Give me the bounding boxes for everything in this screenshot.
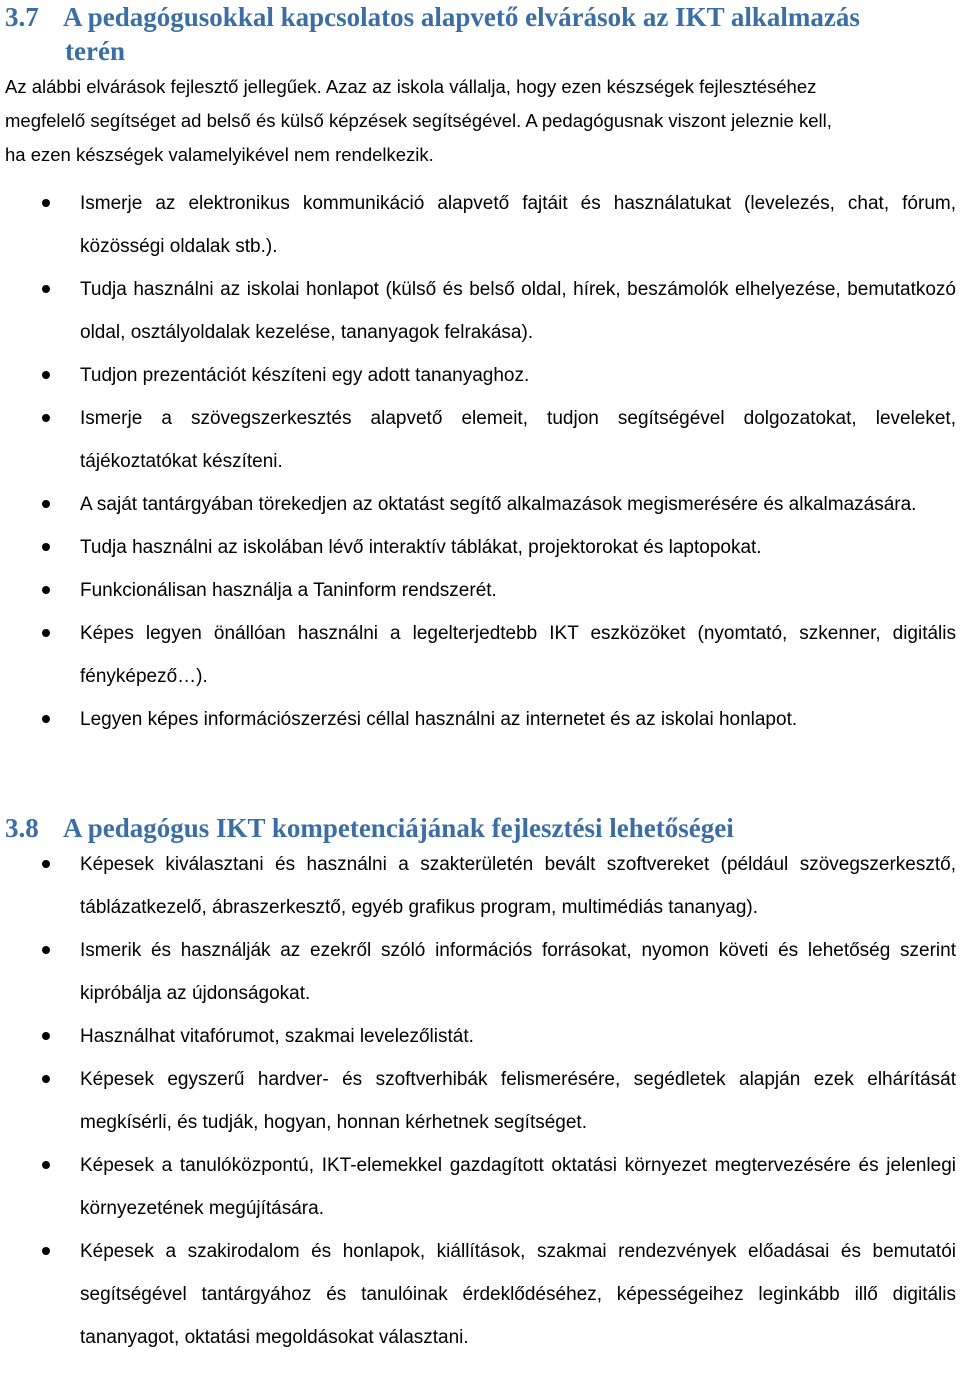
bullet-icon [42, 715, 50, 723]
intro-paragraph [5, 70, 950, 172]
intro-line: ha ezen készségek valamelyikével nem rendelkezik. [5, 144, 434, 165]
bullet-icon [42, 1161, 50, 1169]
list-item [0, 483, 960, 526]
bullet-icon [42, 629, 50, 637]
bullet-icon [42, 1247, 50, 1255]
bullet-icon [42, 946, 50, 954]
bullet-icon [42, 1032, 50, 1040]
list-item-text: Funkcionálisan használja a Taninform rendszerét. [80, 580, 497, 601]
list-item-text: Tudja használni az iskolai honlapot (külső és belső oldal, hírek, beszámolók elhelyezése, bemutatkozó oldal, osztályoldalak kezelése, tananyagok felrakása). [80, 279, 956, 343]
bullet-icon [42, 586, 50, 594]
list-item-text: A saját tantárgyában törekedjen az oktatást segítő alkalmazások megismerésére és alkalmazására. [80, 494, 917, 515]
section-number: 3.7 [5, 2, 39, 32]
list-item [0, 569, 960, 612]
development-list [0, 843, 960, 1359]
list-item-text: Legyen képes információszerzési céllal használni az internetet és az iskolai honlapot. [80, 709, 798, 730]
list-item-text: Képesek egyszerű hardver- és szoftverhibák felismerésére, segédletek alapján ezek elhárítását megkísérli, és tudják, hogyan, honnan kérhetnek segítséget. [80, 1069, 956, 1133]
bullet-icon [42, 543, 50, 551]
list-item [0, 612, 960, 698]
section-title: A pedagógus IKT kompetenciájának fejlesztési lehetőségei [63, 813, 734, 843]
section-title-line-1: A pedagógusokkal kapcsolatos alapvető elvárások az IKT alkalmazás [63, 2, 860, 32]
list-item-text: Ismerje az elektronikus kommunikáció alapvető fajtáit és használatukat (levelezés, chat, fórum, közösségi oldalak stb.). [80, 193, 956, 257]
section-heading-3-8 [5, 811, 945, 845]
list-item [0, 929, 960, 1015]
list-item [0, 698, 960, 741]
list-item [0, 354, 960, 397]
intro-line: megfelelő segítséget ad belső és külső képzések segítségével. A pedagógusnak viszont jeleznie kell, [5, 110, 832, 131]
bullet-icon [42, 199, 50, 207]
list-item-text: Tudja használni az iskolában lévő interaktív táblákat, projektorokat és laptopokat. [80, 537, 762, 558]
list-item [0, 397, 960, 483]
list-item-text: Ismerik és használják az ezekről szóló információs forrásokat, nyomon követi és lehetőség szerint kipróbálja az újdonságokat. [80, 940, 956, 1004]
list-item [0, 268, 960, 354]
intro-line: Az alábbi elvárások fejlesztő jellegűek. Azaz az iskola vállalja, hogy ezen készségek fejlesztéséhez [5, 76, 817, 97]
list-item [0, 843, 960, 929]
list-item-text: Tudjon prezentációt készíteni egy adott tananyaghoz. [80, 365, 530, 386]
bullet-icon [42, 285, 50, 293]
list-item [0, 182, 960, 268]
bullet-icon [42, 1075, 50, 1083]
section-title-line-2: terén [65, 36, 125, 66]
list-item [0, 1230, 960, 1359]
bullet-icon [42, 371, 50, 379]
list-item-text: Ismerje a szövegszerkesztés alapvető elemeit, tudjon segítségével dolgozatokat, leveleket, tájékoztatókat készíteni. [80, 408, 956, 472]
section-heading-3-7 [5, 0, 945, 68]
list-item [0, 1058, 960, 1144]
list-item-text: Használhat vitafórumot, szakmai levelezőlistát. [80, 1026, 474, 1047]
section-number: 3.8 [5, 813, 39, 843]
list-item-text: Képesek a szakirodalom és honlapok, kiállítások, szakmai rendezvények előadásai és bemutatói segítségével tantárgyához és tanulóinak érdeklődéséhez, képességeihez leginkább illő digitális tananyagot, oktatási megoldásokat választani. [80, 1241, 956, 1348]
list-item [0, 526, 960, 569]
list-item [0, 1144, 960, 1230]
bullet-icon [42, 414, 50, 422]
bullet-icon [42, 860, 50, 868]
list-item-text: Képes legyen önállóan használni a legelterjedtebb IKT eszközöket (nyomtató, szkenner, digitális fényképező…). [80, 623, 956, 687]
list-item [0, 1015, 960, 1058]
expectations-list [0, 182, 960, 741]
list-item-text: Képesek kiválasztani és használni a szakterületén bevált szoftvereket (például szövegszerkesztő, táblázatkezelő, ábraszerkesztő, egyéb grafikus program, multimédiás tananyag). [80, 854, 956, 918]
bullet-icon [42, 500, 50, 508]
list-item-text: Képesek a tanulóközpontú, IKT-elemekkel gazdagított oktatási környezet megtervezésére és jelenlegi környezetének megújítására. [80, 1155, 956, 1219]
